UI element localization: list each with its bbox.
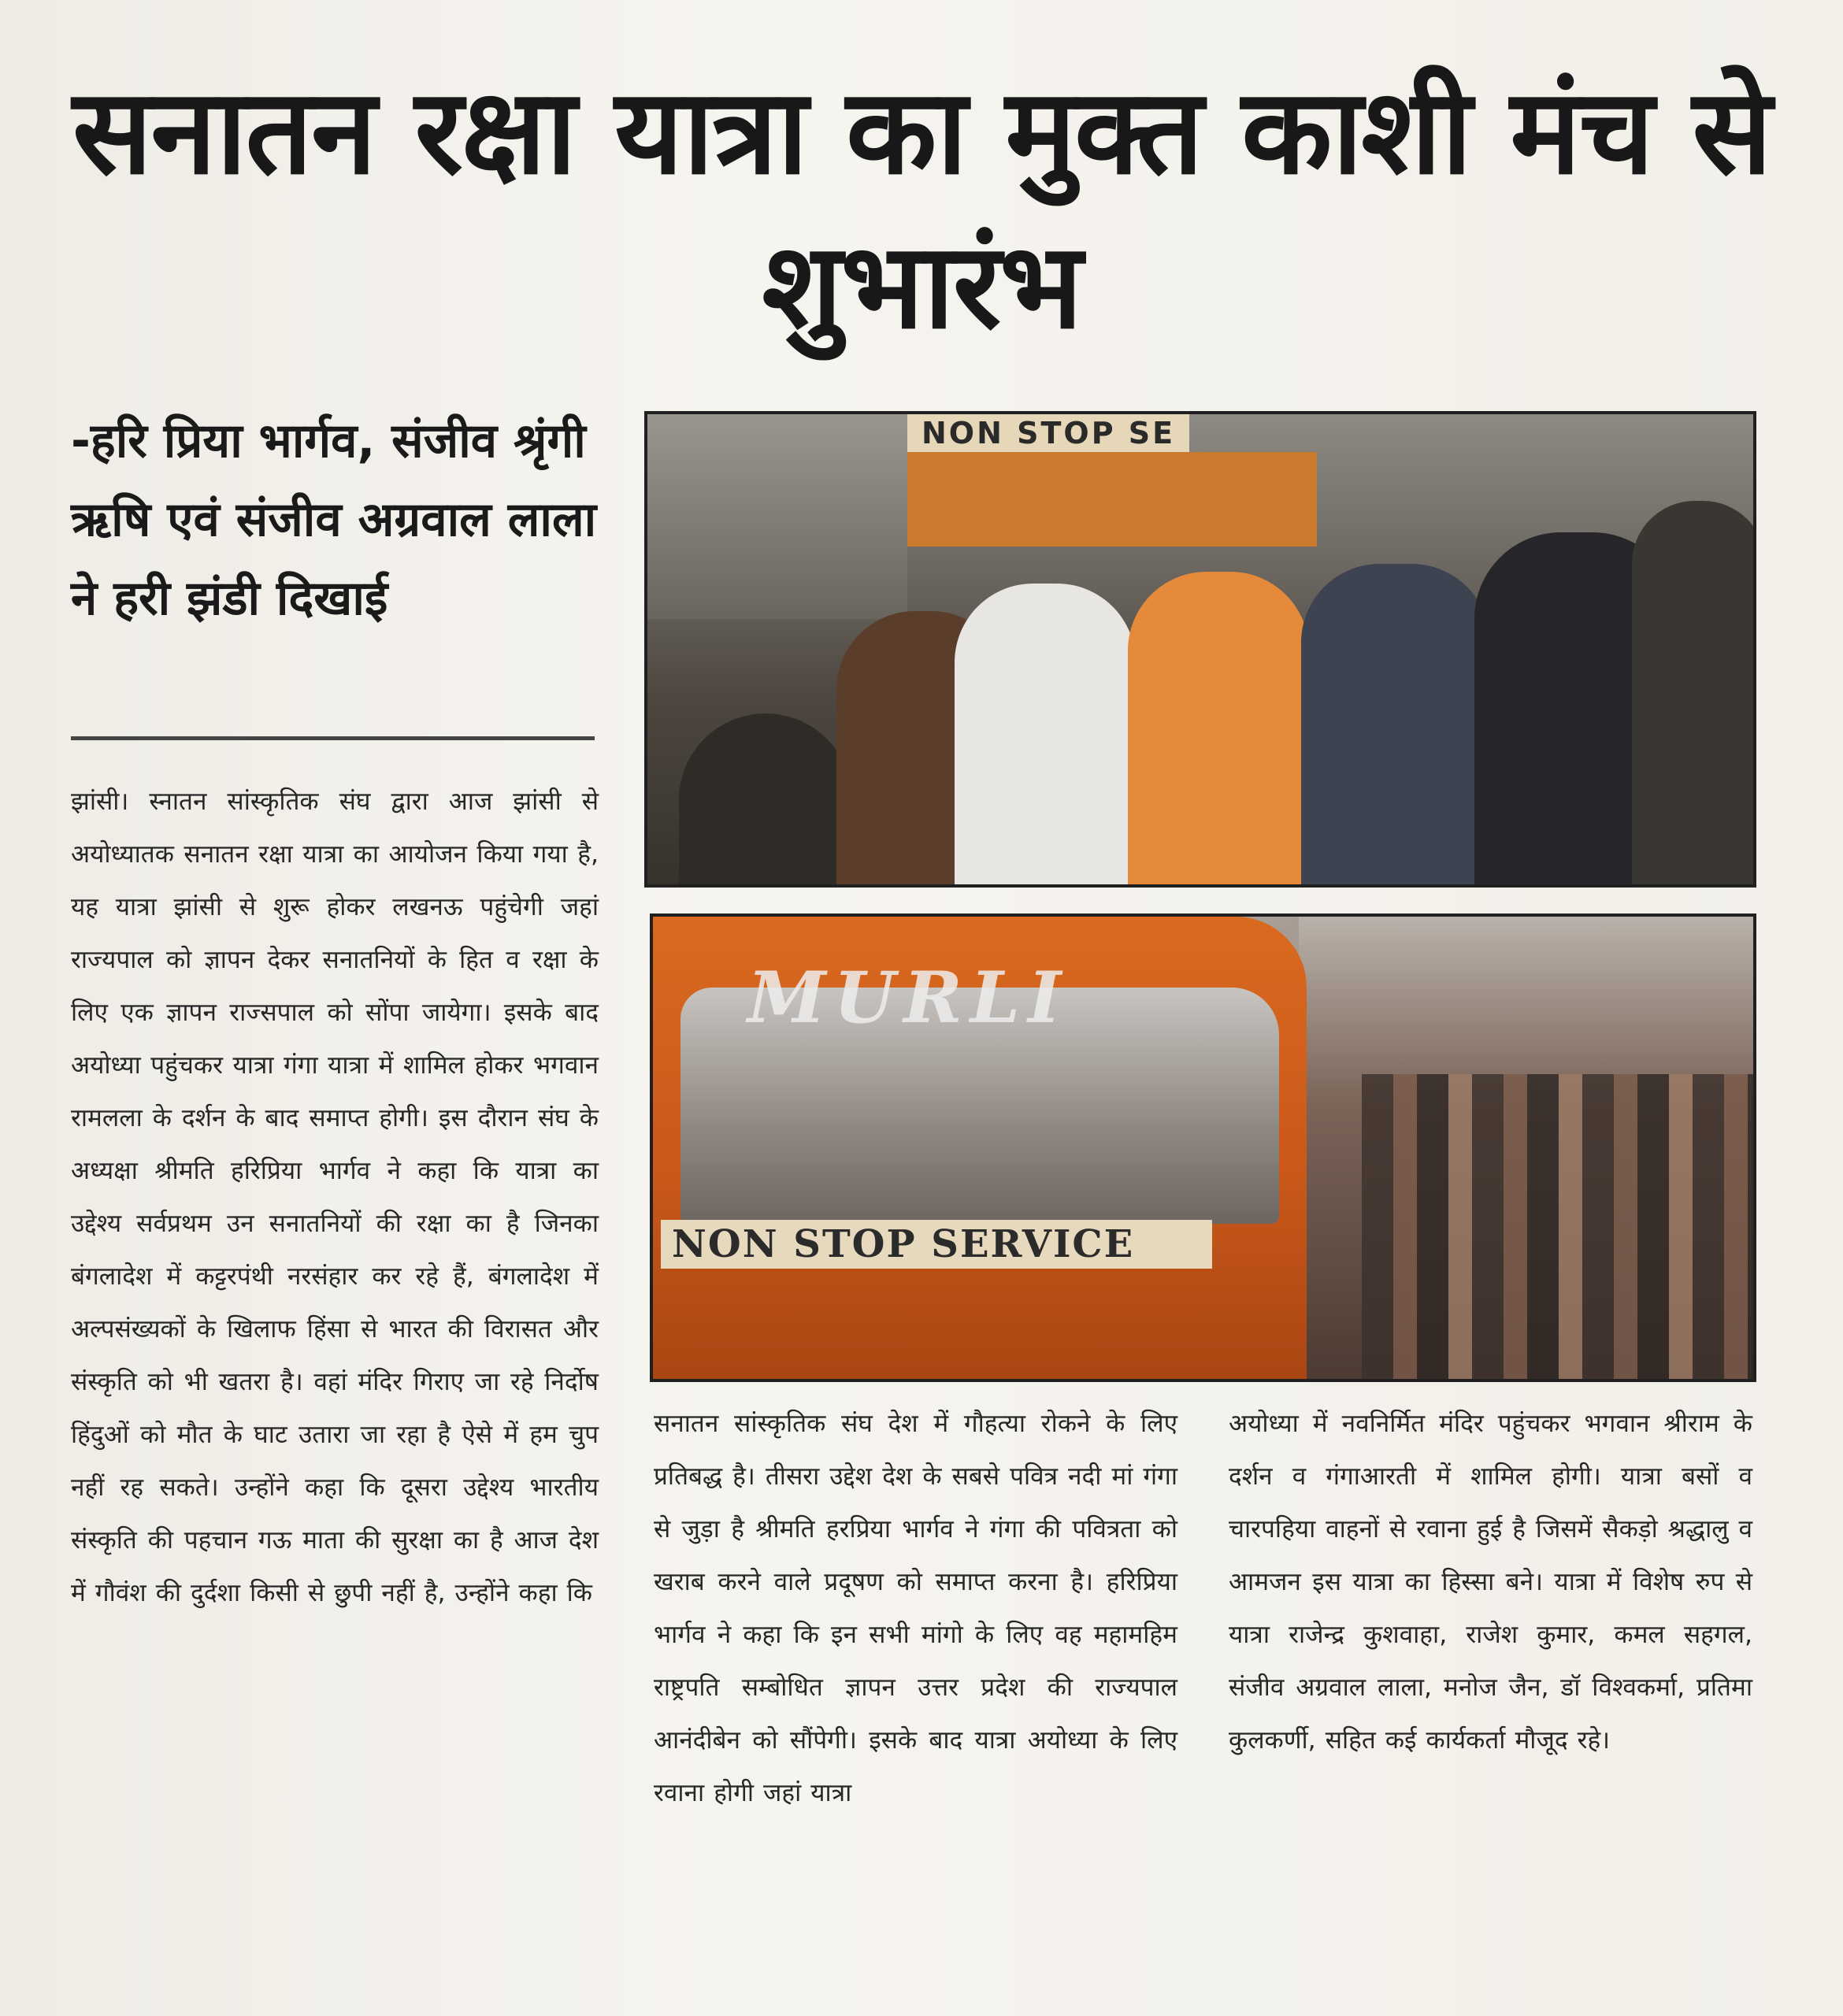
- subheadline-rule: [71, 736, 595, 740]
- article-column-2: सनातन सांस्कृतिक संघ देश में गौहत्या रोकने के लिए प्रतिबद्ध है। तीसरा उद्देश देश के सबसे पवित्र नदी मां गंगा से जुड़ा है श्रीमति हरप्रिया भार्गव ने गंगा की पवित्रता को खराब करने वाले प्रदूषण को समाप्त करना है। हरिप्रिया भार्गव ने कहा कि इन सभी मांगो के लिए वह महामहिम राष्ट्रपति सम्बोधित ज्ञापन उत्तर प्रदेश की राज्यपाल आनंदीबेन को सौंपेगी। इसके बाद यात्रा अयोध्या के लिए रवाना होगी जहां यात्रा: [654, 1410, 1177, 1807]
- article-column-3: अयोध्या में नवनिर्मित मंदिर पहुंचकर भगवान श्रीराम के दर्शन व गंगाआरती में शामिल होगी। यात्रा बसों व चारपहिया वाहनों से रवाना हुई है जिसमें सैकड़ो श्रद्धालु व आमजन इस यात्रा का हिस्सा बने। यात्रा में विशेष रुप से यात्रा राजेन्द्र कुशवाहा, राजेश कुमार, कमल सहगल, संजीव अग्रवाल लाला, मनोज जैन, डॉ विश्वकर्मा, प्रतिमा कुलकर्णी, सहित कई कार्यकर्ता मौजूद रहे।: [1229, 1410, 1752, 1755]
- photo-bus-rally: [650, 914, 1756, 1382]
- bus-sign: NON STOP SERVICE: [661, 1220, 1212, 1269]
- photo-leaders-crowd: [644, 411, 1756, 888]
- headline: सनातन रक्षा यात्रा का मुक्त काशी मंच से शुभारंभ: [72, 64, 1771, 355]
- photo1-bus-sign: NON STOP SE: [907, 414, 1189, 452]
- article-column-1: झांसी। स्नातन सांस्कृतिक संघ द्वारा आज झांसी से अयोध्यातक सनातन रक्षा यात्रा का आयोजन किया गया है, यह यात्रा झांसी से शुरू होकर लखनऊ पहुंचेगी जहां राज्यपाल को ज्ञापन देकर सनातनियों के हित व रक्षा के लिए एक ज्ञापन राज्सपाल को सोंपा जायेगा। इसके बाद अयोध्या पहुंचकर यात्रा गंगा यात्रा में शामिल होकर भगवान रामलला के दर्शन के बाद समाप्त होगी। इस दौरान संघ के अध्यक्षा श्रीमति हरिप्रिया भार्गव ने कहा कि यात्रा का उद्देश्य सर्वप्रथम उन सनातनियों की रक्षा का है जिनका बंगलादेश में कट्टरपंथी नरसंहार कर रहे हैं, बंगलादेश में अल्पसंख्यकों के खिलाफ हिंसा से भारत की विरासत और संस्कृति को भी खतरा है। वहां मंदिर गिराए जा रहे निर्दोष हिंदुओं को मौत के घाट उतारा जा रहा है ऐसे में हम चुप नहीं रह सकते। उन्होंने कहा कि दूसरा उद्देश्य भारतीय संस्कृति की पहचान गऊ माता की सुरक्षा का है आज देश में गौवंश की दुर्दशा किसी से छुपी नहीं है, उन्होंने कहा कि: [71, 788, 599, 1607]
- bus: [653, 917, 1307, 1382]
- bus-name: MURLI: [747, 956, 1070, 1040]
- subheadline: -हरि प्रिया भार्गव, संजीव श्रृंगी ऋषि एवं संजीव अग्रवाल लाला ने हरी झंडी दिखाई: [71, 413, 597, 626]
